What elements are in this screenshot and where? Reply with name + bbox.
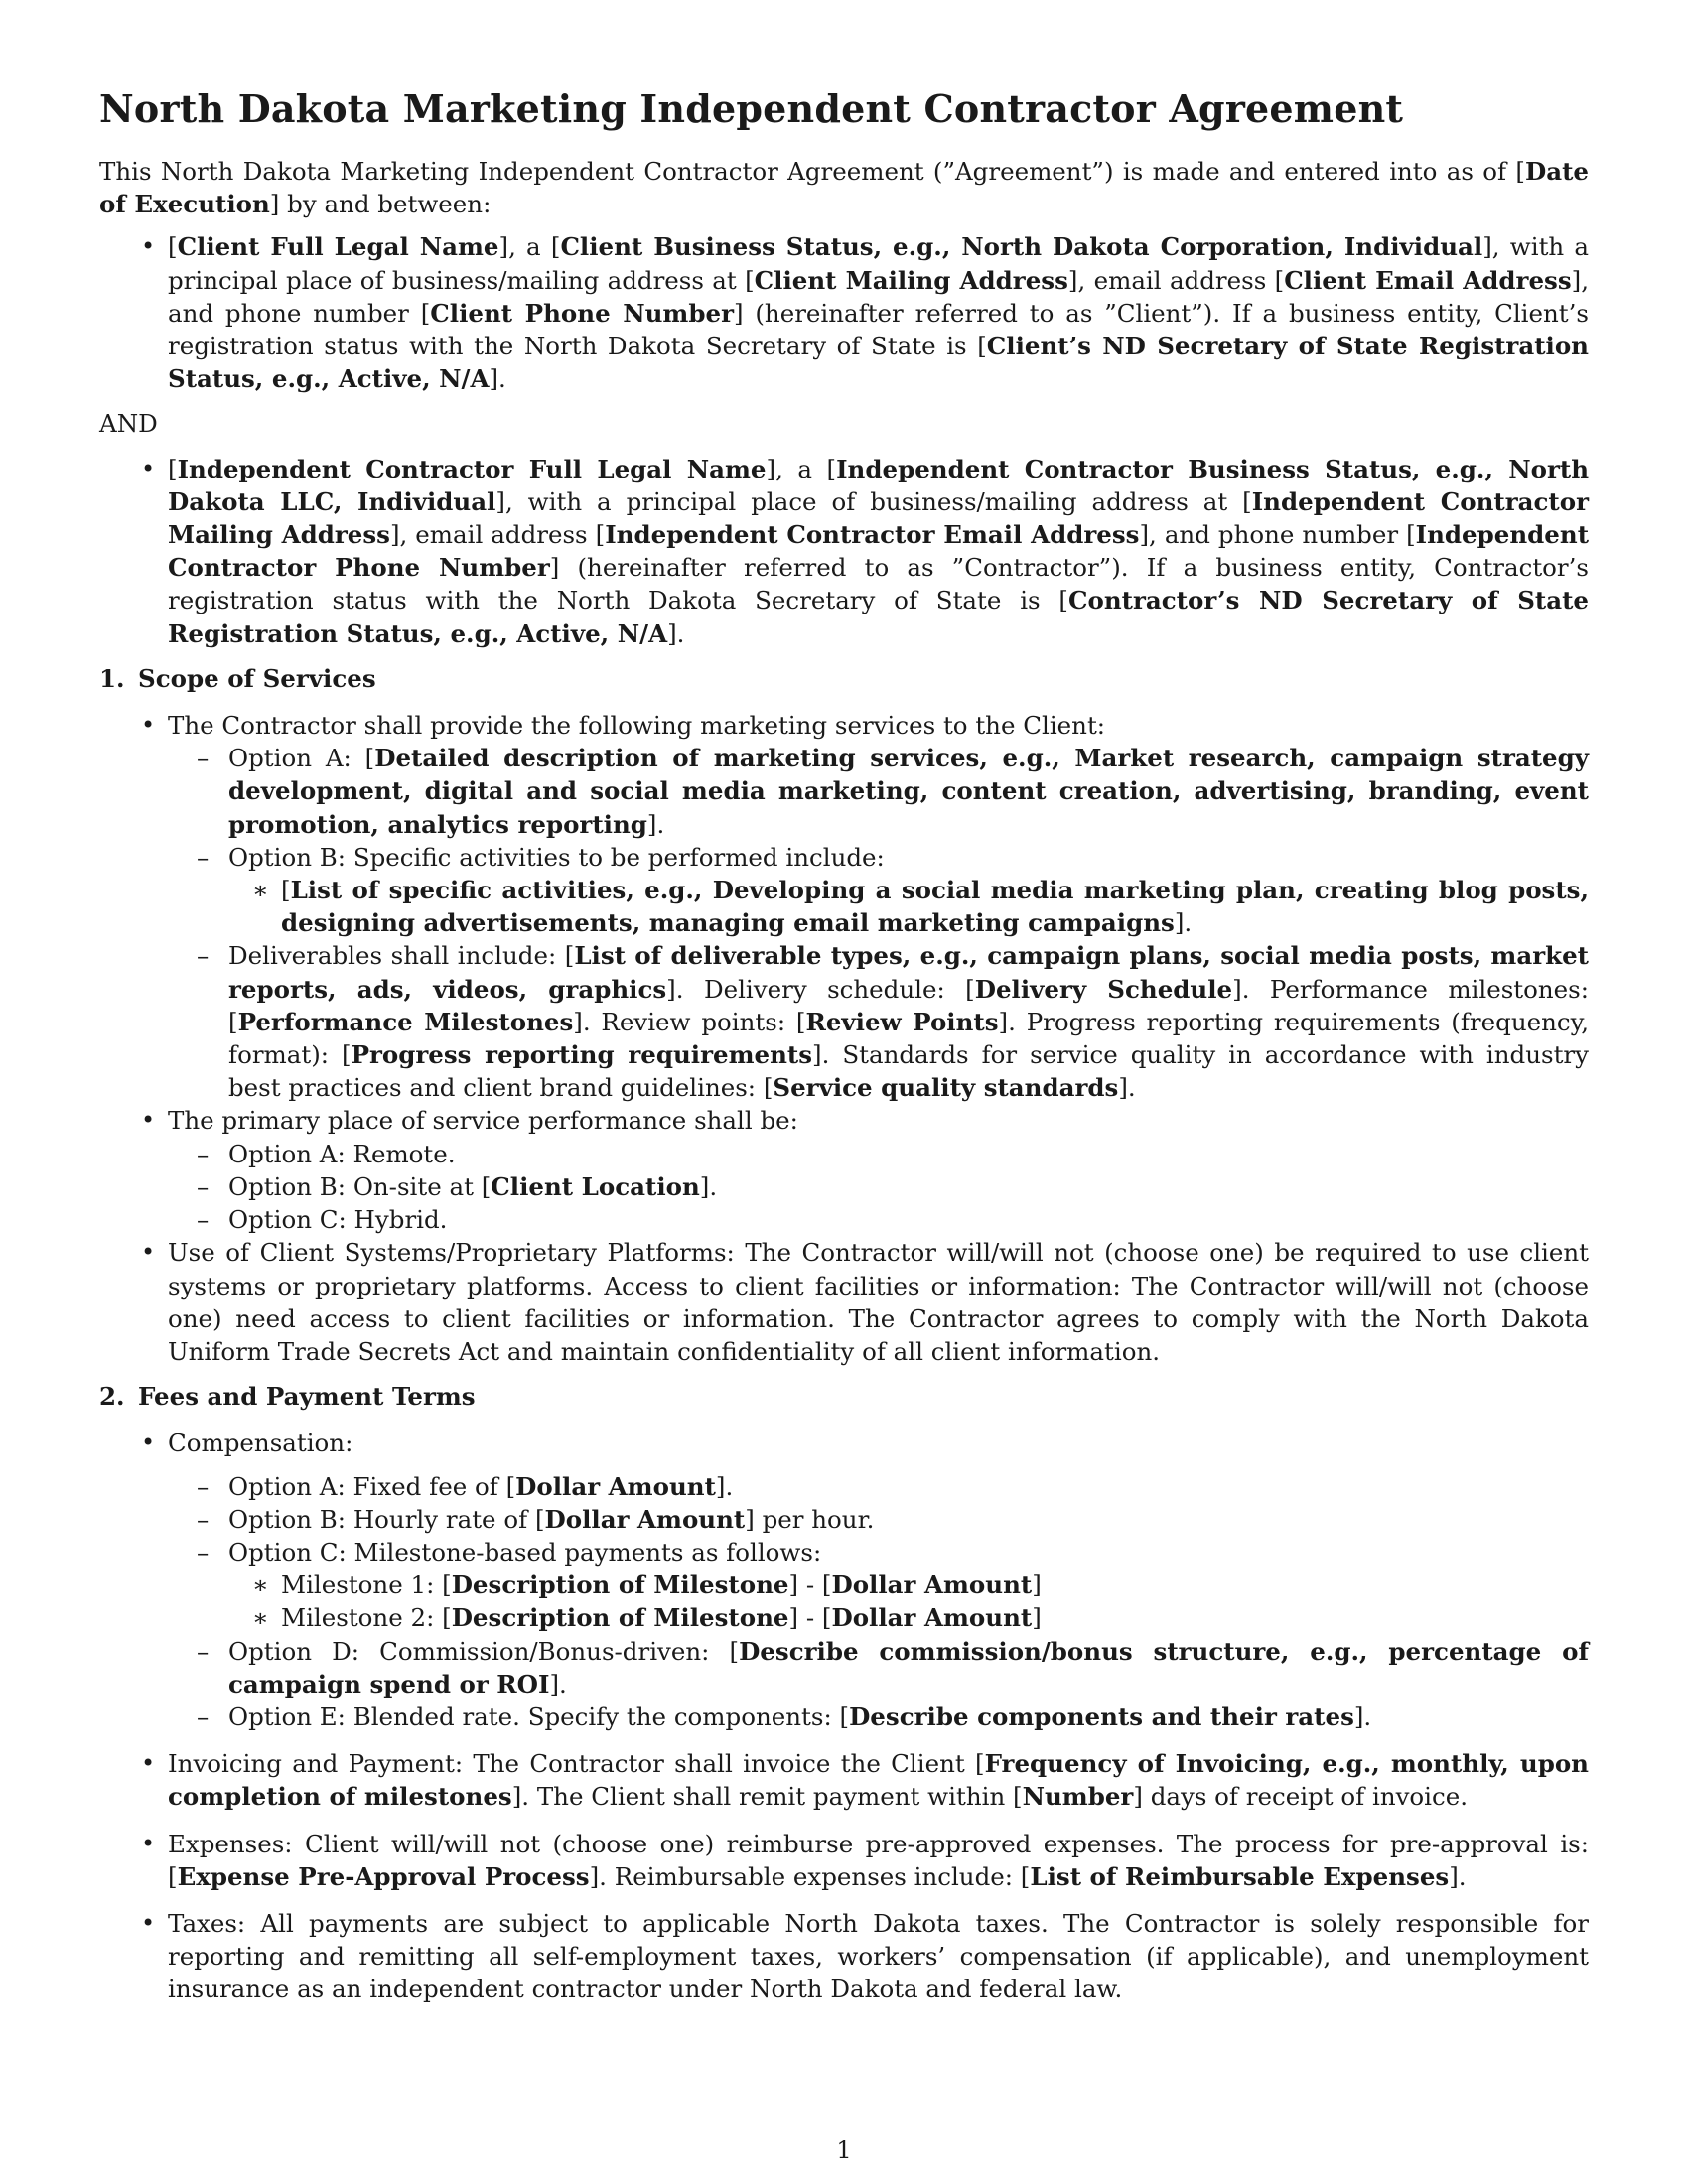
and-separator: AND	[99, 409, 158, 439]
activities-placeholder: List of specific activities, e.g., Developing a social media marketing plan, creating blog posts, designing advertisements, managing email marketing campaigns	[281, 876, 1589, 938]
page-number: 1	[836, 2136, 852, 2164]
taxes-item: • Taxes: All payments are subject to applicable North Dakota taxes. The Contractor is solely responsible for reporting and remitting all self-employment taxes, workers’ compensation (if applicable), and unemployment insurance as an independent contractor under North Dakota and federal law.	[99, 1907, 1589, 2006]
client-name-placeholder: Client Full Legal Name	[177, 232, 499, 262]
contractor-party-list	[99, 453, 1589, 650]
expense-pre-approval-placeholder: Expense Pre-Approval Process	[177, 1861, 590, 1891]
client-phone-placeholder: Client Phone Number	[430, 298, 734, 328]
milestone-1-item: ∗ Milestone 1: [Description of Milestone] - [Dollar Amount]	[228, 1569, 1589, 1601]
section-1-heading	[99, 662, 1589, 695]
review-points-placeholder: Review Points	[805, 1007, 999, 1036]
contractor-name-placeholder: Independent Contractor Full Legal Name	[177, 454, 767, 483]
payment-days-placeholder: Number	[1022, 1782, 1134, 1812]
section-2-heading	[99, 1380, 1589, 1413]
place-of-service-item: • The primary place of service performance shall be: – Option A: Remote. – Option B: On-site at [Client Location]. – Option C: Hybrid.	[99, 1104, 1589, 1236]
activities-list	[228, 874, 1589, 939]
client-address-placeholder: Client Mailing Address	[754, 265, 1068, 295]
contractor-status-placeholder: Independent Contractor Business Status, e.g., North Dakota LLC, Individual	[168, 454, 1590, 516]
compensation-item	[99, 1427, 1589, 1733]
contractor-phone-placeholder: Independent Contractor Phone Number	[168, 520, 1590, 583]
section-1-title: Scope of Services	[138, 663, 376, 693]
contractor-address-placeholder: Independent Contractor Mailing Address	[168, 486, 1589, 550]
compensation-option-b: – Option B: Hourly rate of [Dollar Amount] per hour.	[168, 1503, 1589, 1536]
expenses-item: • Expenses: Client will/will not (choose one) reimburse pre-approved expenses. The process for pre-approval is: [Expense Pre-Approval Process]. Reimbursable expenses include: [List of Reimbursable Expenses].	[99, 1828, 1589, 1893]
document-title: North Dakota Marketing Independent Contractor Agreement	[99, 86, 1404, 131]
section-2-list	[99, 1427, 1589, 2005]
progress-reporting-placeholder: Progress reporting requirements	[351, 1040, 813, 1070]
invoicing-item: • Invoicing and Payment: The Contractor shall invoice the Client [Frequency of Invoicing, e.g., monthly, upon completion of milestones]. The Client shall remit payment within [Number] days of receipt of invoice.	[99, 1747, 1589, 1813]
section-2-number: 2.	[99, 1382, 125, 1412]
client-email-placeholder: Client Email Address	[1284, 265, 1572, 295]
milestone-2-amount-placeholder: Dollar Amount	[831, 1603, 1033, 1633]
fixed-fee-amount-placeholder: Dollar Amount	[515, 1471, 716, 1501]
client-party-item: • [Client Full Legal Name], a [Client Business Status, e.g., North Dakota Corporation, Individual], with a principal place of business/mailing address at [Client Mailing Address], email address [Client Email Address], and phone number [Client Phone Number] (hereinafter referred to as ”Client”). If a business entity, Client’s registration status with the North Dakota Secretary of State is [Client’s ND Secretary of State Registration Status, e.g., Active, N/A].	[99, 230, 1589, 395]
milestones-list	[228, 1569, 1589, 1634]
services-option-a: – Option A: [Detailed description of marketing services, e.g., Market research, campaign strategy development, digital and social media marketing, content creation, advertising, branding, event promotion, analytics reporting].	[168, 742, 1589, 841]
client-location-placeholder: Client Location	[491, 1171, 700, 1201]
section-1-number: 1.	[99, 663, 125, 693]
intro-paragraph: This North Dakota Marketing Independent Contractor Agreement (”Agreement”) is made and entered into as of [Date of Execution] by and between:	[99, 157, 1589, 219]
blended-rate-components-placeholder: Describe components and their rates	[849, 1702, 1354, 1731]
client-status-placeholder: Client Business Status, e.g., North Dakota Corporation, Individual	[560, 232, 1483, 262]
milestone-2-item: ∗ Milestone 2: [Description of Milestone] - [Dollar Amount]	[228, 1601, 1589, 1634]
reimbursable-expenses-placeholder: List of Reimbursable Expenses	[1030, 1861, 1450, 1891]
milestone-1-amount-placeholder: Dollar Amount	[831, 1570, 1033, 1600]
compensation-label: • Compensation:	[168, 1429, 353, 1458]
place-option-b: – Option B: On-site at [Client Location].	[168, 1170, 1589, 1203]
milestone-2-description-placeholder: Description of Milestone	[451, 1603, 789, 1633]
services-item: • The Contractor shall provide the following marketing services to the Client: – Option A: [Detailed description of marketing services, e.g., Market research, campaign strategy development, digital and social media marketing, content creation, advertising, branding, event promotion, analytics reporting]. – Option B: Specific activities to be performed include: ∗ [List of specific activities, e.g., Developing a social media marketing plan, creating blog posts, designing advertisements, managing email marketing campaigns]. – Deliverables shall include: [List of deliverable types, e.g., campaign plans, social media posts, market reports, ads, videos, graphics]. Delivery schedule: [Delivery Schedule]. Performance milestones: [Performance Milestones]. Review points: [Review Points]. Progress reporting requirements (frequency, format): [Progress reporting requirements]. Standards for service quality in accordance with industry best practices and client brand guidelines: [Service quality standards].	[99, 709, 1589, 1104]
compensation-option-a: – Option A: Fixed fee of [Dollar Amount].	[168, 1470, 1589, 1503]
invoicing-frequency-placeholder: Frequency of Invoicing, e.g., monthly, upon completion of milestones	[168, 1749, 1589, 1812]
contractor-registration-placeholder: Contractor’s ND Secretary of State Registration Status, e.g., Active, N/A	[168, 586, 1589, 648]
contractor-party-item: • [Independent Contractor Full Legal Name], a [Independent Contractor Business Status, e.g., North Dakota LLC, Individual], with a principal place of business/mailing address at [Independent Contractor Mailing Address], email address [Independent Contractor Email Address], and phone number [Independent Contractor Phone Number] (hereinafter referred to as ”Contractor”). If a business entity, Contractor’s registration status with the North Dakota Secretary of State is [Contractor’s ND Secretary of State Registration Status, e.g., Active, N/A].	[99, 453, 1589, 650]
performance-milestones-placeholder: Performance Milestones	[237, 1007, 574, 1036]
services-options-list	[168, 742, 1589, 1104]
document-content	[99, 85, 1589, 2006]
compensation-options-list	[168, 1470, 1589, 1734]
commission-structure-placeholder: Describe commission/bonus structure, e.g., percentage of campaign spend or ROI	[228, 1636, 1589, 1699]
client-systems-item: • Use of Client Systems/Proprietary Platforms: The Contractor will/will not (choose one) be required to use client systems or proprietary platforms. Access to client facilities or information: The Contractor will/will not (choose one) need access to client facilities or information. The Contractor agrees to comply with the North Dakota Uniform Trade Secrets Act and maintain confidentiality of all client information.	[99, 1236, 1589, 1368]
delivery-schedule-placeholder: Delivery Schedule	[974, 974, 1233, 1004]
deliverable-types-placeholder: List of deliverable types, e.g., campaign plans, social media posts, market reports, ads, videos, graphics	[228, 941, 1589, 1004]
milestone-1-description-placeholder: Description of Milestone	[451, 1570, 789, 1600]
place-options-list	[168, 1138, 1589, 1237]
service-quality-placeholder: Service quality standards	[773, 1073, 1119, 1103]
compensation-option-e: – Option E: Blended rate. Specify the components: [Describe components and their rates].	[168, 1701, 1589, 1733]
place-option-a: – Option A: Remote.	[168, 1138, 1589, 1170]
section-1-list	[99, 709, 1589, 1368]
place-option-c: – Option C: Hybrid.	[168, 1203, 1589, 1236]
client-party-list	[99, 230, 1589, 395]
hourly-rate-amount-placeholder: Dollar Amount	[544, 1504, 746, 1534]
client-registration-placeholder: Client’s ND Secretary of State Registration Status, e.g., Active, N/A	[168, 332, 1589, 394]
compensation-option-c: – Option C: Milestone-based payments as follows: ∗ Milestone 1: [Description of Milestone] - [Dollar Amount] ∗ Milestone 2: [Description of Milestone] - [Dollar Amount]	[168, 1536, 1589, 1635]
section-2-title: Fees and Payment Terms	[138, 1382, 476, 1412]
services-option-b: – Option B: Specific activities to be performed include: ∗ [List of specific activities, e.g., Developing a social media marketing plan, creating blog posts, designing advertisements, managing email marketing campaigns].	[168, 841, 1589, 940]
deliverables-item: – Deliverables shall include: [List of deliverable types, e.g., campaign plans, social media posts, market reports, ads, videos, graphics]. Delivery schedule: [Delivery Schedule]. Performance milestones: [Performance Milestones]. Review points: [Review Points]. Progress reporting requirements (frequency, format): [Progress reporting requirements]. Standards for service quality in accordance with industry best practices and client brand guidelines: [Service quality standards].	[168, 939, 1589, 1104]
compensation-option-d: – Option D: Commission/Bonus-driven: [Describe commission/bonus structure, e.g., percentage of campaign spend or ROI].	[168, 1635, 1589, 1701]
contractor-email-placeholder: Independent Contractor Email Address	[605, 520, 1140, 550]
services-description-placeholder: Detailed description of marketing services, e.g., Market research, campaign strategy development, digital and social media marketing, content creation, advertising, branding, event promotion, analytics reporting	[228, 744, 1590, 839]
activities-item: ∗ [List of specific activities, e.g., Developing a social media marketing plan, creating blog posts, designing advertisements, managing email marketing campaigns].	[228, 874, 1589, 939]
date-of-execution-placeholder: Date of Execution	[99, 157, 1589, 219]
